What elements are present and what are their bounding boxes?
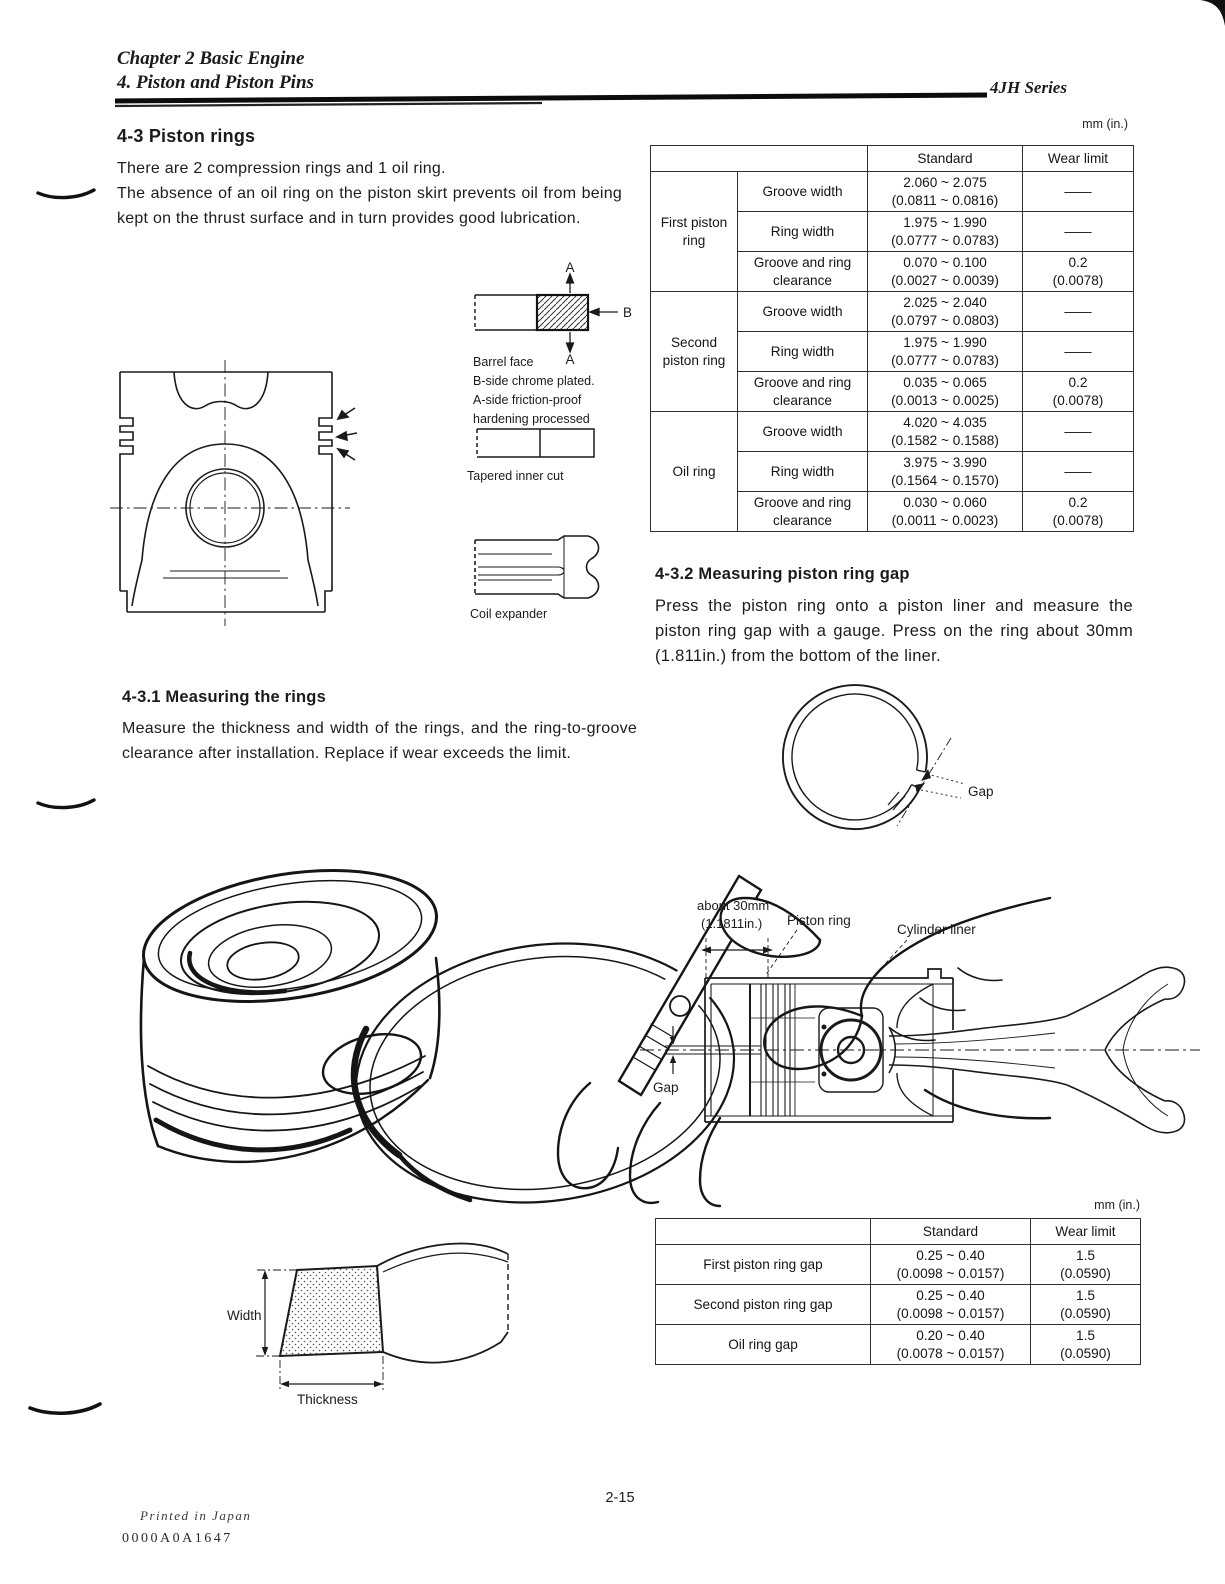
spec-standard-header: Standard (868, 146, 1023, 172)
groove-pointer-arrows (337, 408, 357, 460)
tapered-caption: Tapered inner cut (467, 469, 564, 483)
svg-text:hardening processed: hardening processed (473, 412, 590, 426)
barrel-face-caption (473, 355, 595, 426)
svg-text:Barrel face: Barrel face (473, 355, 534, 369)
gap-label: Gap (968, 784, 994, 799)
section-title: 4. Piston and Piston Pins (117, 72, 314, 93)
coil-expander-diagram (460, 528, 655, 623)
chapter-title: Chapter 2 Basic Engine (117, 48, 305, 69)
para-4-3-line1: There are 2 compression rings and 1 oil ring. (117, 160, 446, 177)
table-row: Second piston ring Groove width 2.025 ~ 2.040 (0.0797 ~ 0.0803) —— (651, 292, 1134, 332)
dim-30mm-label: about 30mm (697, 898, 770, 913)
para-4-3-1: Measure the thickness and width of the rings, and the ring-to-groove clearance after installation. Replace if wear exceeds the limit. (122, 720, 637, 762)
arrowheads (670, 947, 773, 1064)
table-row: Ring width 1.975 ~ 1.990 (0.0777 ~ 0.0783) —— (651, 332, 1134, 372)
gap-label: Gap (653, 1080, 679, 1095)
ring-spec-table (650, 145, 1134, 532)
heading-4-3-1: 4-3.1 Measuring the rings (122, 688, 326, 706)
table-row: Oil ring Groove width 4.020 ~ 4.035 (0.1582 ~ 0.1588) —— (651, 412, 1134, 452)
table-row: Groove and ring clearance 0.035 ~ 0.065 (0.0013 ~ 0.0025) 0.2 (0.0078) (651, 372, 1134, 412)
series-label: 4JH Series (990, 78, 1067, 97)
table-row: First piston ring Groove width 2.060 ~ 2.075 (0.0811 ~ 0.0816) —— (651, 172, 1134, 212)
coil-caption: Coil expander (470, 607, 548, 621)
ring-width-thickness-diagram (225, 1232, 515, 1410)
table-row: Ring width 3.975 ~ 3.990 (0.1564 ~ 0.1570) —— (651, 452, 1134, 492)
thickness-label: Thickness (297, 1392, 358, 1407)
group-oil-ring: Oil ring (651, 412, 738, 532)
ring-inner (792, 694, 918, 820)
header-rule (112, 90, 1122, 108)
table-row: Groove and ring clearance 0.030 ~ 0.060 (0.0011 ~ 0.0023) 0.2 (0.0078) (651, 492, 1134, 532)
gap-standard-header: Standard (871, 1219, 1031, 1245)
spec-header-row (651, 146, 1134, 172)
cylinder-liner-diagram (635, 878, 1205, 1200)
scan-curl-mark-1 (36, 184, 98, 200)
spec-table-unit: mm (in.) (1082, 117, 1128, 131)
width-label: Width (227, 1308, 262, 1323)
label-a-top: A (565, 260, 575, 275)
table-row: Ring width 1.975 ~ 1.990 (0.0777 ~ 0.0783) —— (651, 212, 1134, 252)
group-second-piston-ring: Second piston ring (651, 292, 738, 412)
spec-wear-header: Wear limit (1023, 146, 1134, 172)
scan-corner-mark (1195, 0, 1225, 30)
gap-header-row (656, 1219, 1141, 1245)
svg-text:A-side friction-proof: A-side friction-proof (473, 393, 582, 407)
group-first-piston-ring: First piston ring (651, 172, 738, 292)
table-row: First piston ring gap 0.25 ~ 0.40 (0.0098 ~ 0.0157) 1.5 (0.0590) (656, 1245, 1141, 1285)
para-4-3-2: Press the piston ring onto a piston liner and measure the piston ring gap with a gauge. Press on the ring about 30mm (1.811in.) from the bottom of the liner. (655, 597, 1133, 665)
svg-text:B-side chrome plated.: B-side chrome plated. (473, 374, 595, 388)
printed-in-japan: Printed in Japan (140, 1508, 252, 1523)
gap-table-unit: mm (in.) (1094, 1198, 1140, 1212)
ring-gap-diagram (755, 668, 1055, 846)
page-number: 2-15 (605, 1490, 635, 1506)
gap-dimension-arrows (915, 769, 931, 794)
para-4-3: The absence of an oil ring on the piston skirt prevents oil from being kept on the thrust surface and in turn provides good lubrication. (117, 185, 622, 227)
piston-ring-label: Piston ring (787, 913, 851, 928)
ring-end-stub (888, 792, 905, 810)
gap-wear-header: Wear limit (1031, 1219, 1141, 1245)
chrome-plated-face (537, 295, 588, 330)
print-code: 0000A0A1647 (122, 1531, 233, 1546)
table-row: Second piston ring gap 0.25 ~ 0.40 (0.0098 ~ 0.0157) 1.5 (0.0590) (656, 1285, 1141, 1325)
scan-curl-mark-2 (36, 794, 98, 810)
dim-30mm-inches: (1.1811in.) (701, 916, 763, 931)
barrel-face-ring-diagram (460, 262, 645, 432)
heading-4-3: 4-3 Piston rings (117, 126, 256, 146)
ring-outer (783, 685, 927, 829)
cylinder-liner-label: Cylinder liner (897, 922, 976, 937)
tapered-inner-cut-diagram (460, 420, 645, 492)
ring-cross-section-face (280, 1266, 383, 1356)
table-row: Oil ring gap 0.20 ~ 0.40 (0.0078 ~ 0.0157) 1.5 (0.0590) (656, 1325, 1141, 1365)
label-b: B (623, 305, 633, 320)
table-row: Groove and ring clearance 0.070 ~ 0.100 (0.0027 ~ 0.0039) 0.2 (0.0078) (651, 252, 1134, 292)
liner-walls (705, 969, 953, 1122)
gap-dimension-line (897, 738, 951, 826)
ring-gap-table (655, 1218, 1141, 1365)
depth-dimension (706, 938, 768, 978)
label-a-bottom: A (565, 352, 575, 367)
scan-curl-mark-3 (28, 1398, 104, 1416)
piston-cross-section-diagram (108, 348, 358, 638)
heading-4-3-2: 4-3.2 Measuring piston ring gap (655, 565, 910, 583)
piston-body (134, 852, 446, 1162)
